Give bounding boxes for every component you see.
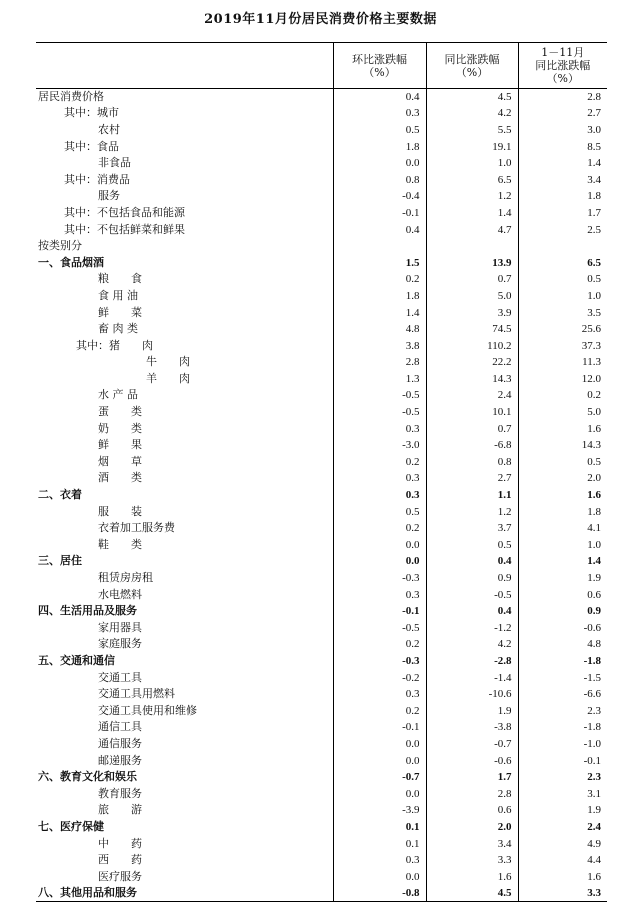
cell-mom: 0.3 [333,105,426,122]
row-label: 三、居住 [38,554,82,568]
document-title: 2019年11月份居民消费价格主要数据 [204,12,437,27]
cell-mom: 0.3 [333,852,426,869]
cell-mom: 1.3 [333,371,426,388]
cell-yoy: -6.8 [426,437,518,454]
cell-ytd: 0.5 [518,454,607,471]
cell-mom: -3.9 [333,802,426,819]
cell-ytd [518,238,607,255]
cell-yoy: 4.5 [426,885,518,902]
cell-yoy: 0.9 [426,570,518,587]
cell-yoy: 2.8 [426,785,518,802]
row-label: 食 用 油 [98,288,138,302]
cell-ytd: 14.3 [518,437,607,454]
cell-mom: 0.2 [333,702,426,719]
table-row [36,288,607,305]
table-row [36,354,607,371]
cell-yoy: 74.5 [426,321,518,338]
header-yoy [426,43,518,89]
cell-yoy: 3.7 [426,520,518,537]
cell-ytd: 1.0 [518,537,607,554]
cell-yoy: 0.7 [426,420,518,437]
table-row [36,719,607,736]
row-label: 粮 食 [98,272,142,286]
table-row [36,337,607,354]
cell-yoy: 4.5 [426,89,518,106]
cell-mom: 4.8 [333,321,426,338]
cell-ytd: 4.8 [518,636,607,653]
row-label: 服 装 [98,504,142,518]
table-row [36,520,607,537]
header-ytd [518,43,607,89]
cell-mom: -0.1 [333,205,426,222]
row-label: 水电燃料 [98,587,142,601]
cell-mom: 2.8 [333,354,426,371]
table-row [36,819,607,836]
cell-yoy: 1.7 [426,769,518,786]
table-row [36,487,607,504]
cell-yoy: 13.9 [426,254,518,271]
cell-yoy: -0.5 [426,586,518,603]
cell-mom: -0.1 [333,603,426,620]
cell-yoy: 6.5 [426,171,518,188]
table-row [36,321,607,338]
cell-ytd: 1.6 [518,868,607,885]
cell-ytd: 4.4 [518,852,607,869]
header-line: 同比涨跌幅 [535,59,591,72]
cell-yoy: 5.5 [426,122,518,139]
cell-mom: 0.0 [333,553,426,570]
row-label: 七、医疗保健 [38,819,104,833]
cell-ytd: 12.0 [518,371,607,388]
cell-mom: 0.3 [333,586,426,603]
cell-mom: 0.0 [333,868,426,885]
cell-ytd: 0.9 [518,603,607,620]
table-row [36,89,607,106]
row-label: 鞋 类 [98,537,142,551]
cell-ytd: 8.5 [518,138,607,155]
cell-mom [333,238,426,255]
cell-mom: 0.5 [333,503,426,520]
row-label: 农村 [98,122,120,136]
row-label: 交通工具使用和维修 [98,703,197,717]
cell-ytd: 3.0 [518,122,607,139]
cell-yoy: 0.4 [426,553,518,570]
row-label: 奶 类 [98,421,142,435]
cell-mom: -0.3 [333,570,426,587]
cell-mom: -3.0 [333,437,426,454]
cell-yoy: -1.4 [426,669,518,686]
table-row [36,171,607,188]
table-header-row [36,43,607,89]
header-line: 1－11月 [541,46,585,59]
header-line: 环比涨跌幅 [352,52,407,66]
cell-yoy: 0.5 [426,537,518,554]
cell-ytd: -1.0 [518,736,607,753]
row-label: 邮递服务 [98,753,142,767]
cell-mom: 0.3 [333,487,426,504]
cell-yoy: 10.1 [426,404,518,421]
cell-ytd: 2.3 [518,702,607,719]
cell-yoy: 5.0 [426,288,518,305]
cell-ytd: -1.5 [518,669,607,686]
cell-ytd: -0.1 [518,752,607,769]
cell-ytd: 3.4 [518,171,607,188]
table-row [36,138,607,155]
table-row [36,254,607,271]
cell-ytd: 1.9 [518,570,607,587]
cell-yoy: 4.2 [426,636,518,653]
row-label: 蛋 类 [98,405,142,419]
cell-mom: 0.8 [333,171,426,188]
row-label: 通信服务 [98,736,142,750]
row-label: 其中：消费品 [64,172,130,186]
header-line: （%） [455,65,489,79]
table-row [36,221,607,238]
cell-yoy: -0.7 [426,736,518,753]
row-label: 租赁房房租 [98,571,153,585]
table-row [36,188,607,205]
table-row [36,105,607,122]
table-row [36,686,607,703]
cell-ytd: 37.3 [518,337,607,354]
table-row [36,437,607,454]
cell-mom: 0.3 [333,686,426,703]
cell-yoy: 14.3 [426,371,518,388]
cell-ytd: 11.3 [518,354,607,371]
table-row [36,404,607,421]
row-label: 八、其他用品和服务 [36,885,333,902]
cell-ytd: 3.5 [518,304,607,321]
row-label: 其中：城市 [64,106,119,120]
cell-yoy: -2.8 [426,653,518,670]
table-row [36,852,607,869]
cell-ytd: -0.6 [518,620,607,637]
cell-yoy: 1.2 [426,503,518,520]
cell-mom: 0.2 [333,454,426,471]
row-label: 旅 游 [98,803,142,817]
cell-ytd: 1.6 [518,487,607,504]
table-row [36,620,607,637]
cell-ytd: -1.8 [518,653,607,670]
row-label: 其中：不包括食品和能源 [64,205,185,219]
cell-ytd: 2.8 [518,89,607,106]
cell-mom: 0.1 [333,819,426,836]
cell-mom: 0.0 [333,155,426,172]
table-row [36,470,607,487]
cell-mom: 0.2 [333,636,426,653]
table-row [36,752,607,769]
cell-mom: -0.2 [333,669,426,686]
header-line: 同比涨跌幅 [444,52,500,66]
table-row [36,802,607,819]
cell-ytd: 0.2 [518,387,607,404]
row-label: 医疗服务 [98,869,142,883]
cell-mom: 1.4 [333,304,426,321]
cell-ytd: 3.1 [518,785,607,802]
row-label: 交通工具用燃料 [98,687,175,701]
table-row [36,553,607,570]
table-row [36,570,607,587]
cell-yoy: -10.6 [426,686,518,703]
cell-yoy: 3.3 [426,852,518,869]
row-label: 家庭服务 [98,637,142,651]
table-row [36,885,607,902]
cell-mom: 0.5 [333,122,426,139]
cell-mom: -0.4 [333,188,426,205]
cell-ytd: 1.4 [518,553,607,570]
row-label: 牛 肉 [146,355,190,369]
cell-mom: -0.8 [333,885,426,902]
cell-yoy: 0.6 [426,802,518,819]
cell-ytd: -6.6 [518,686,607,703]
row-label: 西 药 [98,853,142,867]
cell-mom: 0.4 [333,89,426,106]
row-label: 羊 肉 [146,371,190,385]
cell-yoy: 4.7 [426,221,518,238]
table-row [36,454,607,471]
cell-yoy: 1.9 [426,702,518,719]
cell-yoy: 1.2 [426,188,518,205]
row-label: 鲜 果 [98,438,142,452]
cell-ytd: 4.9 [518,835,607,852]
table-row [36,702,607,719]
table-row [36,387,607,404]
cell-yoy: 0.7 [426,271,518,288]
cell-yoy [426,238,518,255]
row-label: 按类别分 [38,239,82,253]
cell-mom: -0.5 [333,387,426,404]
table-row [36,371,607,388]
header-mom [333,43,426,89]
row-label: 烟 草 [98,454,142,468]
cell-mom: 0.2 [333,271,426,288]
cell-mom: 3.8 [333,337,426,354]
cell-mom: 0.0 [333,752,426,769]
row-label: 衣着加工服务费 [98,521,175,535]
cell-mom: 0.3 [333,420,426,437]
cell-ytd: 4.1 [518,520,607,537]
row-label: 非食品 [98,156,131,170]
cell-mom: 0.3 [333,470,426,487]
cpi-table [36,42,607,902]
cell-ytd: 1.8 [518,188,607,205]
cell-mom: 0.4 [333,221,426,238]
table-row [36,271,607,288]
cell-ytd: 2.7 [518,105,607,122]
cell-yoy: -1.2 [426,620,518,637]
cell-ytd: 2.0 [518,470,607,487]
cell-ytd: 1.4 [518,155,607,172]
cell-ytd: 1.8 [518,503,607,520]
row-label: 五、交通和通信 [38,653,115,667]
cell-ytd: 2.5 [518,221,607,238]
cell-ytd: 3.3 [518,885,607,902]
table-body [36,89,607,902]
row-label: 酒 类 [98,471,142,485]
cell-yoy: 1.4 [426,205,518,222]
cell-yoy: 1.6 [426,868,518,885]
cell-ytd: 1.6 [518,420,607,437]
cell-mom: -0.5 [333,404,426,421]
row-label: 鲜 菜 [98,305,142,319]
table-row [36,537,607,554]
table-row [36,238,607,255]
cell-ytd: 5.0 [518,404,607,421]
cell-ytd: 1.7 [518,205,607,222]
cell-ytd: 2.4 [518,819,607,836]
row-label: 畜 肉 类 [98,322,138,336]
table-row [36,304,607,321]
row-label: 通信工具 [98,720,142,734]
table-row [36,653,607,670]
cell-mom: 0.2 [333,520,426,537]
cell-yoy: 2.0 [426,819,518,836]
table-row [36,503,607,520]
header-line: （%） [546,72,579,85]
table-row [36,586,607,603]
table-row [36,636,607,653]
table-row [36,122,607,139]
cell-ytd: -1.8 [518,719,607,736]
cell-ytd: 6.5 [518,254,607,271]
cell-mom: 0.1 [333,835,426,852]
cell-yoy: -0.6 [426,752,518,769]
cell-ytd: 2.3 [518,769,607,786]
cell-ytd: 25.6 [518,321,607,338]
row-label: 中 药 [98,836,142,850]
header-item [36,43,333,89]
cell-yoy: 1.1 [426,487,518,504]
cell-mom: 1.8 [333,288,426,305]
cell-yoy: 3.4 [426,835,518,852]
row-label: 服务 [98,189,120,203]
table-row [36,736,607,753]
row-label: 其中：不包括鲜菜和鲜果 [64,222,185,236]
cell-mom: 0.0 [333,736,426,753]
cell-yoy: 4.2 [426,105,518,122]
cell-mom: 0.0 [333,537,426,554]
cell-ytd: 1.9 [518,802,607,819]
row-label: 其中：猪 肉 [76,338,153,352]
row-label: 教育服务 [98,786,142,800]
cell-yoy: 2.4 [426,387,518,404]
row-label: 六、教育文化和娱乐 [38,770,137,784]
cell-ytd: 0.5 [518,271,607,288]
table-row [36,669,607,686]
row-label: 交通工具 [98,670,142,684]
cell-mom: -0.3 [333,653,426,670]
table-row [36,603,607,620]
cell-ytd: 0.6 [518,586,607,603]
cell-yoy: 110.2 [426,337,518,354]
cell-yoy: 2.7 [426,470,518,487]
table-row [36,155,607,172]
row-label: 四、生活用品及服务 [38,604,137,618]
cell-yoy: -3.8 [426,719,518,736]
header-line: （%） [363,65,396,79]
cell-yoy: 0.4 [426,603,518,620]
table-row [36,420,607,437]
cell-mom: -0.5 [333,620,426,637]
cell-yoy: 3.9 [426,304,518,321]
row-label: 居民消费价格 [38,90,104,104]
cell-yoy: 22.2 [426,354,518,371]
cell-mom: 1.8 [333,138,426,155]
row-label: 其中：食品 [64,139,119,153]
cell-yoy: 19.1 [426,138,518,155]
cell-yoy: 1.0 [426,155,518,172]
cell-mom: 0.0 [333,785,426,802]
cell-mom: -0.7 [333,769,426,786]
cell-mom: -0.1 [333,719,426,736]
cell-mom: 1.5 [333,254,426,271]
row-label: 一、食品烟酒 [38,255,104,269]
row-label: 家用器具 [98,620,142,634]
row-label: 水 产 品 [98,388,138,402]
table-row [36,868,607,885]
table-row [36,835,607,852]
row-label: 二、衣着 [38,488,82,502]
cell-yoy: 0.8 [426,454,518,471]
table-row [36,785,607,802]
table-row [36,769,607,786]
cell-ytd: 1.0 [518,288,607,305]
table-row [36,205,607,222]
